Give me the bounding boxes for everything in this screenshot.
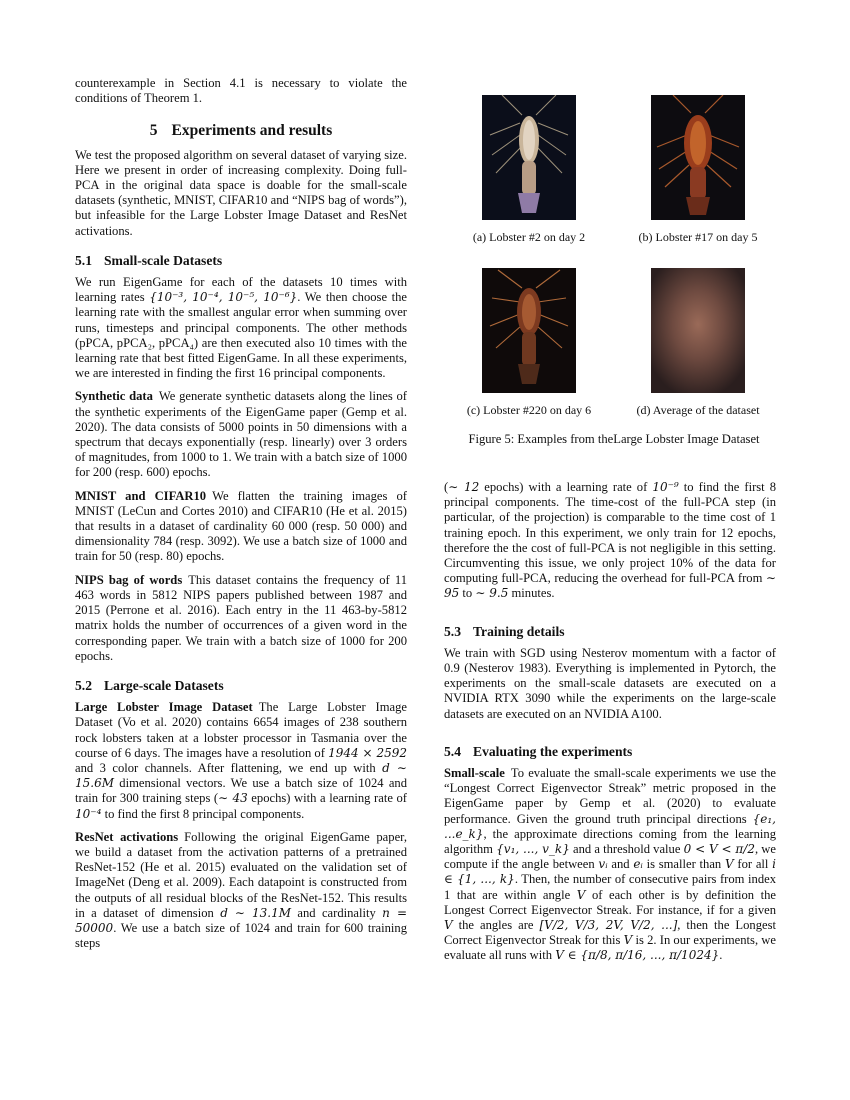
math-run: d ∼ 15.6M bbox=[75, 760, 407, 791]
synthetic-data-heading: Synthetic data bbox=[75, 389, 153, 404]
text-run: and cardinality bbox=[291, 905, 383, 920]
section-5-number: 5 bbox=[149, 122, 158, 140]
subfigure-c bbox=[449, 268, 609, 418]
math-run: V bbox=[623, 933, 633, 948]
section-5-2-number: 5.2 bbox=[75, 677, 92, 693]
section-5-1-heading bbox=[75, 253, 407, 268]
math-run: ∼ 43 bbox=[218, 791, 248, 806]
math-run: V bbox=[724, 857, 734, 872]
math-run: V bbox=[576, 887, 586, 902]
subfigure-a-caption: (a) Lobster #2 on day 2 bbox=[472, 230, 586, 244]
lobster-220-image bbox=[482, 268, 576, 393]
learning-rates-math: {10⁻³, 10⁻⁴, 10⁻⁵, 10⁻⁶} bbox=[149, 290, 298, 305]
math-run: n = 50000 bbox=[75, 905, 407, 935]
lobster-17-image bbox=[651, 95, 745, 220]
section-5-1-number: 5.1 bbox=[75, 252, 92, 268]
math-run: 10⁻⁴ bbox=[75, 806, 102, 821]
section-5-title: Experiments and results bbox=[171, 122, 333, 140]
section-5-4-number: 5.4 bbox=[444, 743, 461, 759]
text-run: . Then, the number of consecutive pairs from index 1 that are within angle bbox=[444, 872, 776, 902]
math-run: [V/2, V/3, 2V, V/2, ...] bbox=[539, 918, 678, 933]
math-run: 1944 × 2592 bbox=[328, 745, 408, 760]
mnist-cifar-paragraph bbox=[75, 489, 407, 565]
text-run: minutes. bbox=[508, 586, 555, 601]
resnet-continuation-paragraph bbox=[444, 480, 776, 602]
text-run: , then the Longest Correct Eigenvector Streak for this bbox=[444, 918, 776, 948]
math-run: ∼ 9.5 bbox=[475, 586, 509, 601]
subfigure-a bbox=[449, 95, 609, 245]
text-run: and bbox=[607, 857, 634, 872]
left-column bbox=[75, 76, 407, 959]
math-run: d ∼ 13.1M bbox=[220, 905, 292, 920]
resnet-heading: ResNet activations bbox=[75, 829, 179, 844]
text-run: . We use a batch size of 1024 and train for 600 training steps bbox=[75, 920, 407, 951]
text-run: We run EigenGame for each of the datasets 10 times with learning rates bbox=[75, 275, 407, 305]
text-run: . We then choose the learning rate with the smallest angular error when summing over runs, timesteps and principal components. The other methods (pPCA, pPCA₂, pPCA₄) are then executed also 10 times with the learning rate that best fitted EigenGame. In all these experiments, we are interested in finding the first 16 principal components. bbox=[75, 290, 407, 381]
text-run: The Large Lobster Image Dataset (Vo et al. 2020) contains 6654 images of 238 southern rock lobsters taken at a lobster processor in Tasmania over the course of 6 days. The images have a resolution of bbox=[75, 700, 407, 760]
nips-heading: NIPS bag of words bbox=[75, 572, 183, 587]
section-5-2-heading bbox=[75, 678, 407, 693]
math-run: V ∈ {π/8, π/16, ..., π/1024} bbox=[555, 948, 720, 963]
math-run: ∼ 95 bbox=[444, 571, 776, 601]
text-run: to bbox=[459, 586, 476, 601]
section-5-1-title: Small-scale Datasets bbox=[104, 252, 223, 268]
small-scale-paragraph bbox=[444, 766, 776, 964]
subfigure-d bbox=[618, 268, 778, 418]
figure-5-caption: Figure 5: Examples from theLarge Lobster Image Dataset bbox=[468, 432, 760, 446]
text-run: to find the first 8 principal components. The time-cost of the full-PCA step (in particular, of the projection) is comparable to the time cost of 1 training epoch. In this experiment, we only train for 12 epochs, therefore the the cost of full-PCA is not negligible in this setting. Circumventing this issue, we only project 10% of the data for computing full-PCA, reducing the overhead for full-PCA from bbox=[444, 480, 777, 586]
section-5-3-title: Training details bbox=[473, 623, 565, 639]
math-run: {v₁, ..., v_k} bbox=[496, 842, 570, 857]
math-run: V bbox=[444, 918, 453, 933]
section-5-4-title: Evaluating the experiments bbox=[473, 743, 633, 759]
section-5-paragraph: We test the proposed algorithm on several dataset of varying size. Here we present in order of increasing complexity. Doing full-PCA in the original data space is doable for the small-scale datasets (synthetic, MNIST, CIFAR10 and “NIPS bag of words”), but infeasible for the Large Lobster Image Dataset and ResNet activations. bbox=[75, 147, 407, 238]
section-5-heading bbox=[75, 123, 407, 138]
text-run: is smaller than bbox=[642, 857, 725, 872]
section-5-4-heading bbox=[444, 744, 776, 759]
synthetic-data-paragraph bbox=[75, 389, 407, 480]
mnist-cifar-heading: MNIST and CIFAR10 bbox=[75, 488, 207, 503]
small-scale-heading: Small-scale bbox=[444, 766, 505, 781]
text-run: To evaluate the small-scale experiments we use the “Longest Correct Eigenvector Streak” metric proposed in the EigenGame paper by Gemp et al. (2020) to evaluate performance. Given the ground truth principal directions bbox=[444, 766, 776, 826]
math-run: {e₁, ...e_k} bbox=[444, 811, 776, 841]
text-run: This dataset contains the frequency of 11 463 words in 5812 NIPS papers published between 1987 and 2015 (Perrone et al. 2016). Each entry in the 11 463-by-5812 matrix holds the number of occurrences of a given word in the corresponding paper. We train with a batch size of 1000 for 200 epochs. bbox=[75, 572, 407, 663]
lobster-heading: Large Lobster Image Dataset bbox=[75, 700, 253, 715]
text-run: , the approximate directions coming from the learning algorithm bbox=[444, 826, 776, 857]
text-run: and a threshold value bbox=[569, 842, 684, 857]
text-run: of each other is by definition the Longest Correct Eigenvector Streak. For instance, if for a given bbox=[444, 887, 776, 917]
lobster-2-image bbox=[482, 95, 576, 220]
text-run: epochs) with a learning rate of bbox=[479, 480, 653, 494]
subfigure-c-caption: (c) Lobster #220 on day 6 bbox=[466, 403, 592, 417]
text-run: , we compute if the angle between bbox=[444, 842, 776, 872]
text-run: ( bbox=[444, 480, 449, 494]
text-run: is 2. In our experiments, we evaluate all runs with bbox=[444, 933, 776, 963]
text-run: We generate synthetic datasets along the lines of the synthetic experiments of the EigenGame paper (Gemp et al. 2020). The data consists of 5000 points in 50 dimensions with a spectrum that decays exponentially (resp. linearly) over 3 orders of magnitudes, from 1000 to 1. We train with a batch size of 1000 for 200 (resp. 600) epochs. bbox=[75, 389, 407, 480]
dataset-average-image bbox=[651, 268, 745, 393]
section-5-3-heading bbox=[444, 624, 776, 639]
section-5-3-paragraph: We train with SGD using Nesterov momentum with a factor of 0.9 (Nesterov 1983). Everything is implemented in Pytorch, the experiments on the small-scale datasets are executed on a NVIDIA RTX 3090 while the experiments on the large-scale datasets are executed on an NVIDIA A100. bbox=[444, 645, 776, 721]
subfigure-d-caption: (d) Average of the dataset bbox=[636, 403, 760, 417]
section-5-2-title: Large-scale Datasets bbox=[104, 677, 224, 693]
section-5-1-paragraph bbox=[75, 275, 407, 381]
math-run: vᵢ bbox=[598, 857, 608, 872]
text-run: We flatten the training images of MNIST (LeCun and Cortes 2010) and CIFAR10 (He et al. 2015) that results in a dataset of cardinality 60 000 (resp. 50 000) and dimensionality 784 (resp. 3092). We use a batch size of 1000 and train for 50 (resp. 80) epochs. bbox=[75, 488, 407, 564]
math-run: ∼ 12 bbox=[448, 480, 480, 494]
text-run: Following the original EigenGame paper, we build a dataset from the activation patterns of a pretrained ResNet-152 (He et al. 2015) evaluated on the validation set of ImageNet (Deng et al. 2009). Each datapoint is constructed from the outputs of all residual blocks of the ResNet-152. This results in a dataset of dimension bbox=[75, 829, 407, 920]
right-column bbox=[444, 480, 776, 972]
text-run: epochs) with a learning rate of bbox=[247, 791, 407, 806]
text-run: the angles are bbox=[452, 918, 540, 933]
nips-paragraph bbox=[75, 573, 407, 664]
subfigure-b bbox=[618, 95, 778, 245]
subfigure-b-caption: (b) Lobster #17 on day 5 bbox=[638, 230, 758, 244]
resnet-paragraph bbox=[75, 830, 407, 952]
text-run: dimensional vectors. We use a batch size of 1024 and train for 300 training steps ( bbox=[75, 776, 407, 806]
math-run: i ∈ {1, ..., k} bbox=[444, 857, 777, 887]
text-run: for all bbox=[733, 857, 773, 872]
text-run: to find the first 8 principal components. bbox=[101, 806, 305, 821]
math-run: 0 < V < π/2 bbox=[683, 842, 755, 857]
text-run: and 3 color channels. After flattening, we end up with bbox=[75, 760, 383, 775]
math-run: eᵢ bbox=[633, 857, 643, 872]
lobster-paragraph bbox=[75, 700, 407, 822]
text-run: . bbox=[719, 948, 723, 963]
intro-paragraph: counterexample in Section 4.1 is necessary to violate the conditions of Theorem 1. bbox=[75, 76, 407, 106]
section-5-3-number: 5.3 bbox=[444, 623, 461, 639]
math-run: 10⁻⁹ bbox=[652, 480, 679, 494]
